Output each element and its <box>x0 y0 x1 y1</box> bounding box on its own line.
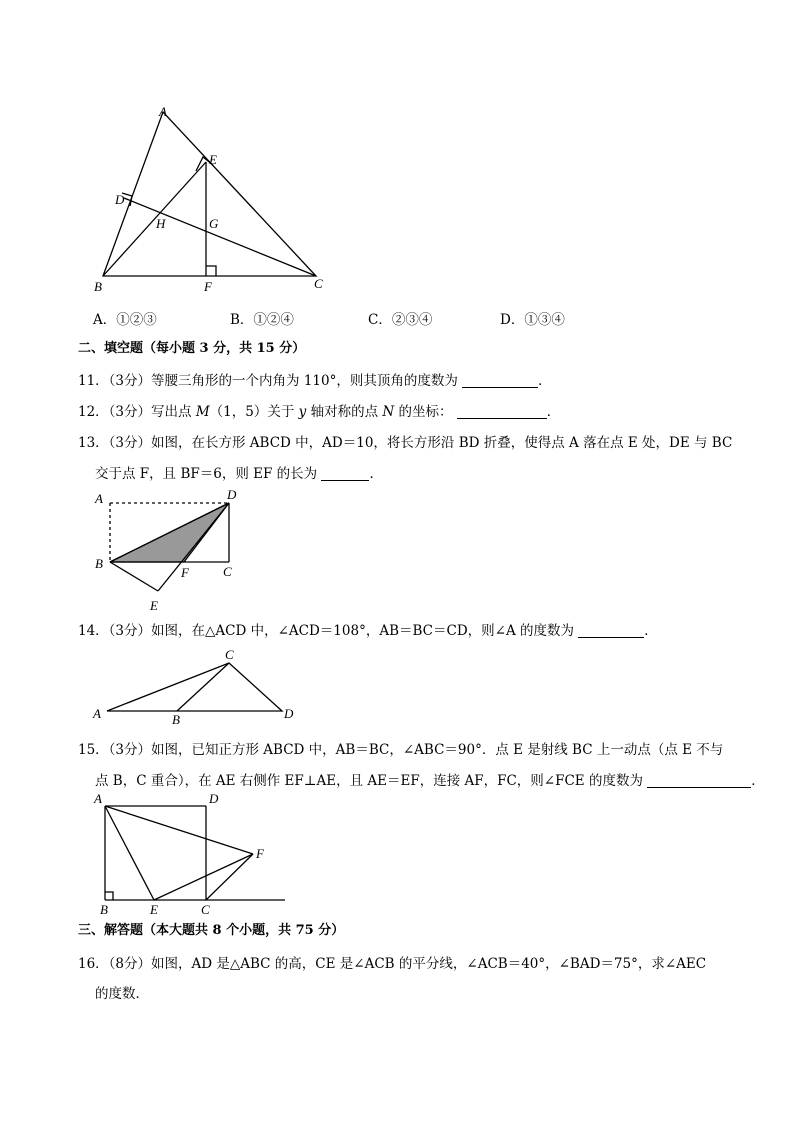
question-16-line-1: 16．（8分）如图，AD 是△ABC 的高，CE 是∠ACB 的平分线，∠ACB＝40°，∠BAD＝75°，求∠AEC <box>78 956 707 972</box>
label-B: B <box>172 712 180 726</box>
question-15-line-2 <box>95 771 765 791</box>
option-d <box>500 308 565 328</box>
figure-q10-triangle <box>88 98 328 298</box>
option-b-letter: B． <box>230 312 254 328</box>
q14-answer-blank[interactable] <box>578 623 644 638</box>
label-A: A <box>94 791 102 806</box>
q11-answer-blank[interactable] <box>462 373 538 388</box>
label-E: E <box>150 598 158 613</box>
label-H: H <box>156 216 166 231</box>
option-d-letter: D． <box>500 312 525 328</box>
figure-q15-square <box>88 790 288 916</box>
label-C: C <box>201 902 210 916</box>
q12-text-c: 轴对称的点 <box>306 404 383 420</box>
label-B: B <box>94 279 102 294</box>
label-D: D <box>209 791 219 806</box>
question-12 <box>78 402 560 422</box>
q11-text: 等腰三角形的一个内角为 110°，则其顶角的度数为 <box>151 373 458 389</box>
label-A: A <box>95 491 103 506</box>
q14-text: 14．（3分）如图，在△ACD 中，∠ACD＝108°，AB＝BC＝CD，则∠A 的度数为 <box>78 623 574 639</box>
label-D: D <box>115 192 125 207</box>
q12-axis-y: y <box>298 404 307 420</box>
label-F: F <box>256 846 264 861</box>
q12-point-m: M <box>195 404 210 420</box>
label-D: D <box>227 487 237 502</box>
question-14 <box>78 621 658 641</box>
label-A: A <box>93 706 101 721</box>
question-13-line-1: 13．（3分）如图，在长方形 ABCD 中，AD＝10，将长方形沿 BD 折叠，使得点 A 落在点 E 处，DE 与 BC <box>78 435 733 451</box>
label-C: C <box>223 564 232 579</box>
option-b <box>230 308 294 328</box>
q15-text: 点 B，C 重合），在 AE 右侧作 EF⊥AE，且 AE＝EF，连接 AF，FC，则∠FCE 的度数为 <box>95 773 643 789</box>
q12-end: ． <box>546 404 561 420</box>
q12-text-d: 的坐标： <box>394 404 453 420</box>
option-b-text: ①②④ <box>253 312 294 328</box>
q15-answer-blank[interactable] <box>647 773 751 788</box>
label-G: G <box>209 216 219 231</box>
question-11 <box>78 371 552 391</box>
q12-point-n: N <box>382 404 395 420</box>
q11-number: 11．（3分） <box>78 373 152 389</box>
label-A: A <box>159 104 167 119</box>
label-D: D <box>284 706 294 721</box>
option-a-text: ①②③ <box>116 312 157 328</box>
label-E: E <box>150 902 158 916</box>
option-c <box>368 308 432 328</box>
label-F: F <box>181 565 189 580</box>
q12-number: 12．（3分） <box>78 404 152 420</box>
label-B: B <box>95 556 103 571</box>
question-16-line-2: 的度数． <box>95 986 149 1002</box>
label-C: C <box>225 647 234 662</box>
option-d-text: ①③④ <box>524 312 565 328</box>
q12-text-b: （1，5）关于 <box>209 404 299 420</box>
figure-q13-rectangle-fold <box>88 486 248 616</box>
q11-end: ． <box>538 373 552 389</box>
label-B: B <box>100 902 108 916</box>
figure-q14-triangle <box>88 644 308 726</box>
section-2-title: 二、填空题（每小题 3 分，共 15 分） <box>78 341 306 356</box>
q14-end: ． <box>644 623 658 639</box>
q13-text: 交于点 F，且 BF＝6，则 EF 的长为 <box>95 466 318 482</box>
q15-end: ． <box>751 773 765 789</box>
q12-text-a: 写出点 <box>151 404 196 420</box>
option-c-letter: C． <box>368 312 392 328</box>
label-E: E <box>209 152 217 167</box>
option-a <box>93 308 157 328</box>
q12-answer-blank[interactable] <box>457 404 547 419</box>
label-C: C <box>314 276 323 291</box>
q13-answer-blank[interactable] <box>321 466 369 481</box>
option-c-text: ②③④ <box>391 312 433 328</box>
question-13-line-2 <box>95 464 383 484</box>
label-F: F <box>204 279 212 294</box>
section-3-title: 三、解答题（本大题共 8 个小题，共 75 分） <box>78 923 345 938</box>
question-15-line-1: 15．（3分）如图，已知正方形 ABCD 中，AB＝BC，∠ABC＝90°．点 E 是射线 BC 上一动点（点 E 不与 <box>78 742 724 758</box>
option-a-letter: A． <box>93 312 117 328</box>
q13-end: ． <box>369 466 383 482</box>
